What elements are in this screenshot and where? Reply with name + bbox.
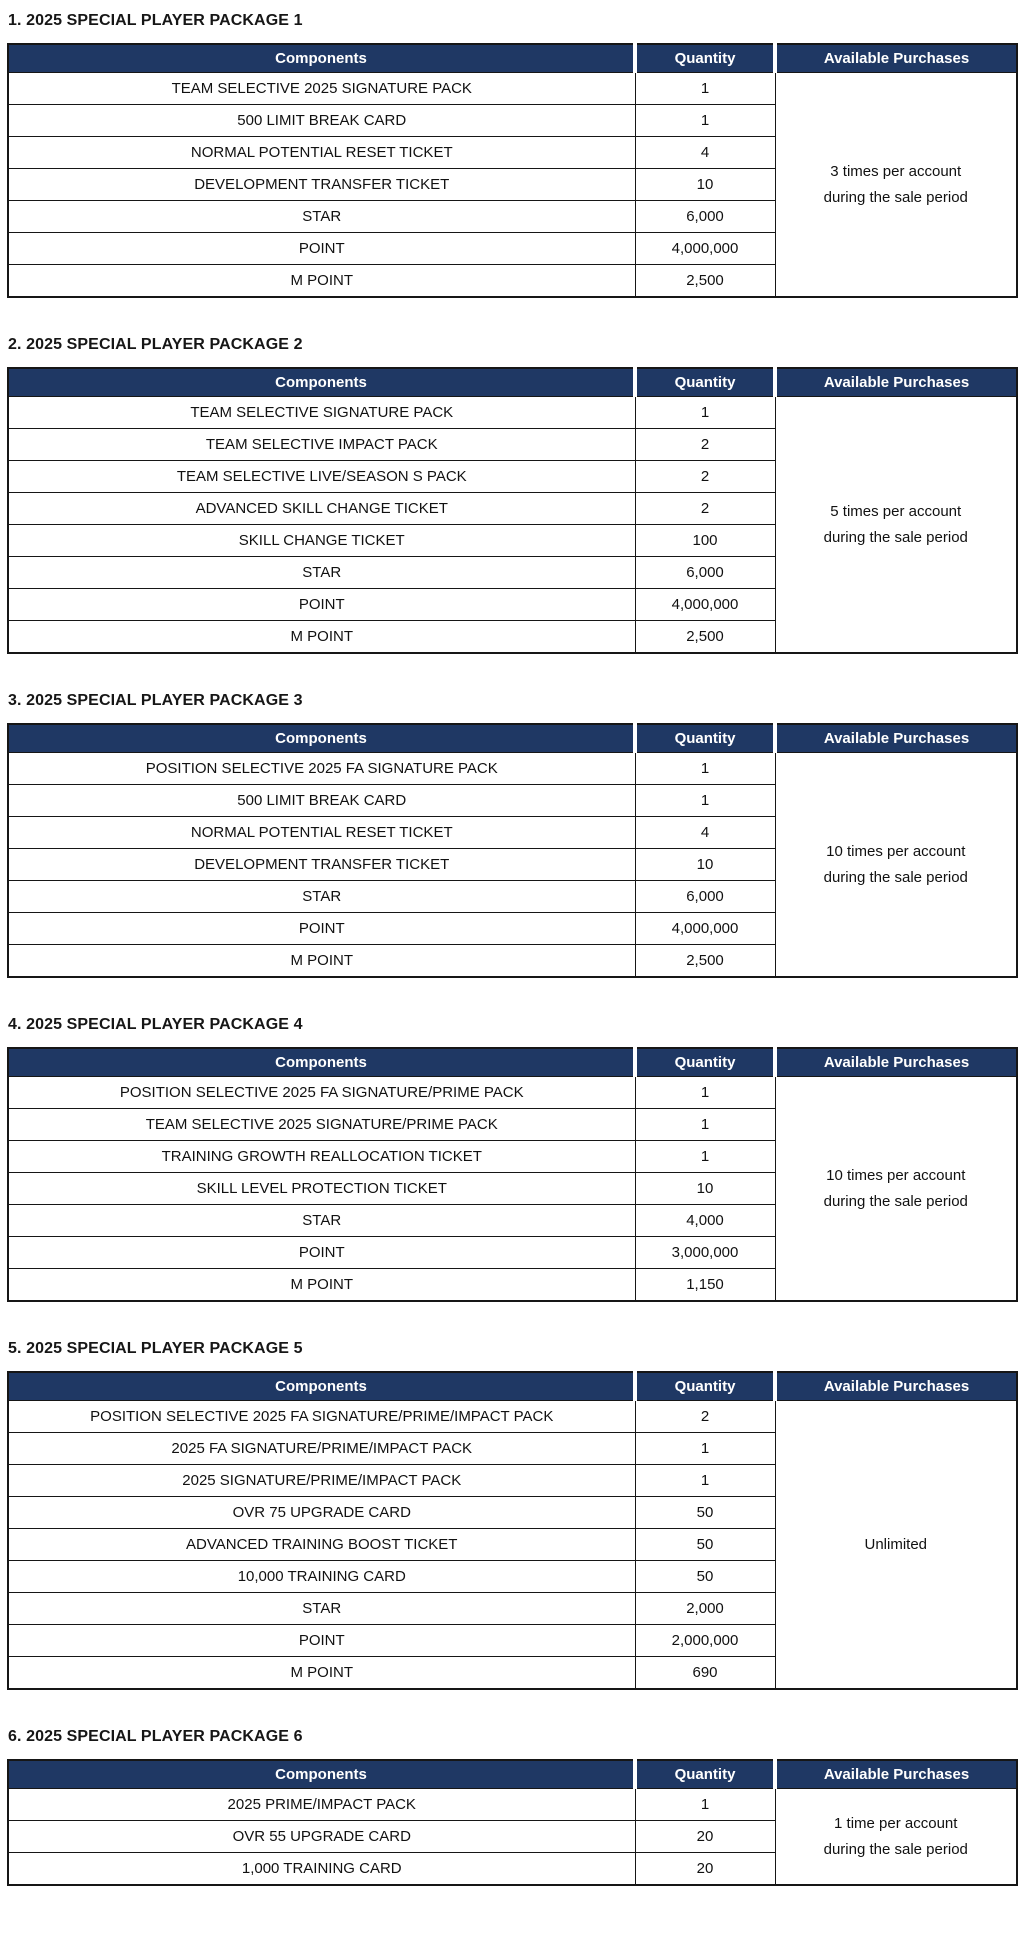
- available-purchases-line: 1 time per account: [834, 1814, 958, 1832]
- component-cell: 2025 SIGNATURE/PRIME/IMPACT PACK: [8, 1465, 635, 1497]
- component-cell: 500 LIMIT BREAK CARD: [8, 105, 635, 137]
- quantity-cell: 3,000,000: [635, 1237, 775, 1269]
- available-purchases-cell: [775, 1077, 1017, 1302]
- package-table: [7, 1759, 1018, 1886]
- column-header-components: Components: [8, 368, 635, 397]
- quantity-cell: 1: [635, 73, 775, 105]
- available-purchases-line: Unlimited: [864, 1535, 928, 1553]
- quantity-cell: 1,150: [635, 1269, 775, 1302]
- quantity-cell: 2: [635, 1401, 775, 1433]
- component-cell: STAR: [8, 557, 635, 589]
- column-header-components: Components: [8, 1048, 635, 1077]
- table-row: [8, 397, 1017, 429]
- component-cell: TEAM SELECTIVE IMPACT PACK: [8, 429, 635, 461]
- table-header-row: [8, 1048, 1017, 1077]
- quantity-cell: 50: [635, 1497, 775, 1529]
- quantity-cell: 1: [635, 785, 775, 817]
- package-table: [7, 367, 1018, 654]
- package-title: 4. 2025 SPECIAL PLAYER PACKAGE 4: [8, 1016, 303, 1033]
- quantity-cell: 50: [635, 1529, 775, 1561]
- component-cell: NORMAL POTENTIAL RESET TICKET: [8, 137, 635, 169]
- package-section: [7, 1728, 1016, 1886]
- column-header-components: Components: [8, 1760, 635, 1789]
- column-header-available-purchases: Available Purchases: [775, 1760, 1017, 1789]
- component-cell: OVR 75 UPGRADE CARD: [8, 1497, 635, 1529]
- quantity-cell: 4,000: [635, 1205, 775, 1237]
- column-header-quantity: Quantity: [635, 1048, 775, 1077]
- quantity-cell: 690: [635, 1657, 775, 1690]
- component-cell: POINT: [8, 1625, 635, 1657]
- quantity-cell: 6,000: [635, 557, 775, 589]
- available-purchases-cell: [775, 397, 1017, 654]
- column-header-quantity: Quantity: [635, 1760, 775, 1789]
- component-cell: ADVANCED TRAINING BOOST TICKET: [8, 1529, 635, 1561]
- available-purchases-line: during the sale period: [823, 1192, 968, 1210]
- quantity-cell: 1: [635, 1789, 775, 1821]
- available-purchases-cell: [775, 1401, 1017, 1690]
- table-row: [8, 1401, 1017, 1433]
- quantity-cell: 2,000,000: [635, 1625, 775, 1657]
- component-cell: DEVELOPMENT TRANSFER TICKET: [8, 849, 635, 881]
- available-purchases-line: during the sale period: [823, 1840, 968, 1858]
- component-cell: TEAM SELECTIVE LIVE/SEASON S PACK: [8, 461, 635, 493]
- component-cell: POINT: [8, 589, 635, 621]
- quantity-cell: 6,000: [635, 201, 775, 233]
- column-header-available-purchases: Available Purchases: [775, 1048, 1017, 1077]
- component-cell: TEAM SELECTIVE 2025 SIGNATURE PACK: [8, 73, 635, 105]
- component-cell: DEVELOPMENT TRANSFER TICKET: [8, 169, 635, 201]
- component-cell: 1,000 TRAINING CARD: [8, 1853, 635, 1886]
- table-header-row: [8, 1372, 1017, 1401]
- component-cell: 2025 PRIME/IMPACT PACK: [8, 1789, 635, 1821]
- available-purchases-cell: [775, 753, 1017, 978]
- package-section: [7, 336, 1016, 654]
- column-header-quantity: Quantity: [635, 368, 775, 397]
- table-row: [8, 753, 1017, 785]
- package-title: 3. 2025 SPECIAL PLAYER PACKAGE 3: [8, 692, 303, 709]
- column-header-components: Components: [8, 724, 635, 753]
- package-title: 5. 2025 SPECIAL PLAYER PACKAGE 5: [8, 1340, 303, 1357]
- quantity-cell: 10: [635, 169, 775, 201]
- component-cell: M POINT: [8, 945, 635, 978]
- column-header-components: Components: [8, 44, 635, 73]
- available-purchases-cell: [775, 73, 1017, 298]
- quantity-cell: 1: [635, 1433, 775, 1465]
- table-header-row: [8, 724, 1017, 753]
- component-cell: TRAINING GROWTH REALLOCATION TICKET: [8, 1141, 635, 1173]
- component-cell: 2025 FA SIGNATURE/PRIME/IMPACT PACK: [8, 1433, 635, 1465]
- component-cell: POINT: [8, 233, 635, 265]
- available-purchases-line: 10 times per account: [826, 842, 966, 860]
- package-table: [7, 1371, 1018, 1690]
- component-cell: POSITION SELECTIVE 2025 FA SIGNATURE/PRIME PACK: [8, 1077, 635, 1109]
- column-header-quantity: Quantity: [635, 44, 775, 73]
- package-section: [7, 1340, 1016, 1690]
- component-cell: POSITION SELECTIVE 2025 FA SIGNATURE PACK: [8, 753, 635, 785]
- quantity-cell: 20: [635, 1853, 775, 1886]
- table-row: [8, 73, 1017, 105]
- package-title: 2. 2025 SPECIAL PLAYER PACKAGE 2: [8, 336, 303, 353]
- component-cell: M POINT: [8, 265, 635, 298]
- quantity-cell: 2,500: [635, 621, 775, 654]
- quantity-cell: 2: [635, 429, 775, 461]
- quantity-cell: 1: [635, 397, 775, 429]
- package-section: [7, 1016, 1016, 1302]
- table-header-row: [8, 1760, 1017, 1789]
- component-cell: POINT: [8, 1237, 635, 1269]
- quantity-cell: 50: [635, 1561, 775, 1593]
- package-section: [7, 12, 1016, 298]
- column-header-quantity: Quantity: [635, 724, 775, 753]
- package-table: [7, 1047, 1018, 1302]
- table-header-row: [8, 368, 1017, 397]
- available-purchases-line: during the sale period: [823, 528, 968, 546]
- component-cell: OVR 55 UPGRADE CARD: [8, 1821, 635, 1853]
- component-cell: POINT: [8, 913, 635, 945]
- available-purchases-line: during the sale period: [823, 868, 968, 886]
- quantity-cell: 4: [635, 137, 775, 169]
- component-cell: SKILL LEVEL PROTECTION TICKET: [8, 1173, 635, 1205]
- available-purchases-line: 3 times per account: [830, 162, 962, 180]
- component-cell: STAR: [8, 1593, 635, 1625]
- available-purchases-line: during the sale period: [823, 188, 968, 206]
- available-purchases-line: 10 times per account: [826, 1166, 966, 1184]
- table-header-row: [8, 44, 1017, 73]
- component-cell: SKILL CHANGE TICKET: [8, 525, 635, 557]
- component-cell: TEAM SELECTIVE SIGNATURE PACK: [8, 397, 635, 429]
- component-cell: 500 LIMIT BREAK CARD: [8, 785, 635, 817]
- component-cell: TEAM SELECTIVE 2025 SIGNATURE/PRIME PACK: [8, 1109, 635, 1141]
- component-cell: STAR: [8, 881, 635, 913]
- available-purchases-cell: [775, 1789, 1017, 1886]
- available-purchases-line: 5 times per account: [830, 502, 962, 520]
- component-cell: M POINT: [8, 621, 635, 654]
- component-cell: POSITION SELECTIVE 2025 FA SIGNATURE/PRIME/IMPACT PACK: [8, 1401, 635, 1433]
- column-header-available-purchases: Available Purchases: [775, 44, 1017, 73]
- quantity-cell: 2,500: [635, 265, 775, 298]
- quantity-cell: 10: [635, 849, 775, 881]
- quantity-cell: 2: [635, 493, 775, 525]
- quantity-cell: 4,000,000: [635, 233, 775, 265]
- quantity-cell: 20: [635, 1821, 775, 1853]
- component-cell: M POINT: [8, 1269, 635, 1302]
- package-title: 6. 2025 SPECIAL PLAYER PACKAGE 6: [8, 1728, 303, 1745]
- package-table: [7, 723, 1018, 978]
- component-cell: STAR: [8, 1205, 635, 1237]
- column-header-quantity: Quantity: [635, 1372, 775, 1401]
- quantity-cell: 4: [635, 817, 775, 849]
- quantity-cell: 4,000,000: [635, 913, 775, 945]
- component-cell: NORMAL POTENTIAL RESET TICKET: [8, 817, 635, 849]
- quantity-cell: 6,000: [635, 881, 775, 913]
- column-header-available-purchases: Available Purchases: [775, 1372, 1017, 1401]
- quantity-cell: 1: [635, 1077, 775, 1109]
- quantity-cell: 100: [635, 525, 775, 557]
- table-row: [8, 1789, 1017, 1821]
- package-table: [7, 43, 1018, 298]
- quantity-cell: 10: [635, 1173, 775, 1205]
- quantity-cell: 1: [635, 1109, 775, 1141]
- component-cell: M POINT: [8, 1657, 635, 1690]
- quantity-cell: 4,000,000: [635, 589, 775, 621]
- table-row: [8, 1077, 1017, 1109]
- package-section: [7, 692, 1016, 978]
- column-header-available-purchases: Available Purchases: [775, 368, 1017, 397]
- quantity-cell: 1: [635, 1465, 775, 1497]
- package-title: 1. 2025 SPECIAL PLAYER PACKAGE 1: [8, 12, 303, 29]
- quantity-cell: 1: [635, 1141, 775, 1173]
- column-header-components: Components: [8, 1372, 635, 1401]
- component-cell: ADVANCED SKILL CHANGE TICKET: [8, 493, 635, 525]
- quantity-cell: 2: [635, 461, 775, 493]
- component-cell: 10,000 TRAINING CARD: [8, 1561, 635, 1593]
- quantity-cell: 1: [635, 105, 775, 137]
- quantity-cell: 2,500: [635, 945, 775, 978]
- quantity-cell: 1: [635, 753, 775, 785]
- component-cell: STAR: [8, 201, 635, 233]
- quantity-cell: 2,000: [635, 1593, 775, 1625]
- column-header-available-purchases: Available Purchases: [775, 724, 1017, 753]
